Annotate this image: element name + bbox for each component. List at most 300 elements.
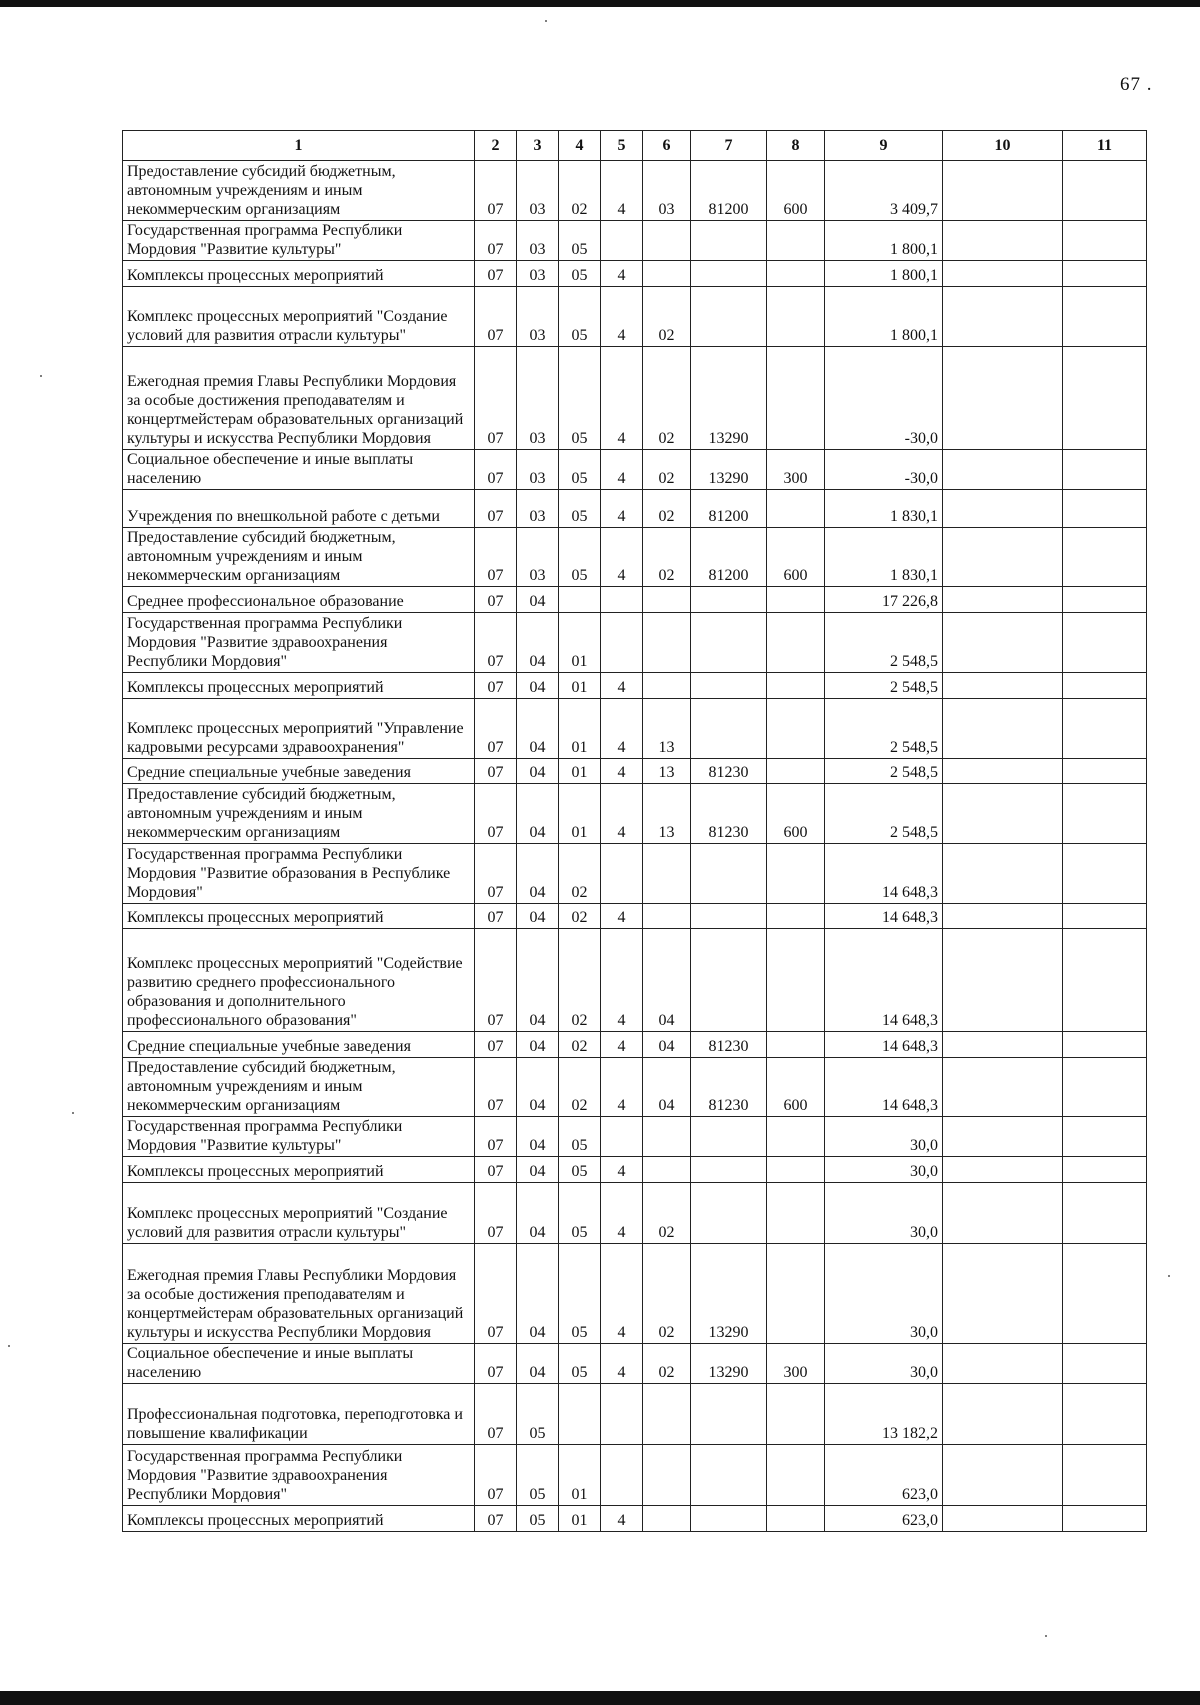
empty-cell [943, 759, 1063, 784]
code-cell: 01 [559, 1506, 601, 1532]
code-cell: 04 [517, 904, 559, 929]
code-cell: 04 [643, 1032, 691, 1058]
code-cell [767, 1117, 825, 1157]
row-name-cell: Государственная программа Республики Мордовия "Развитие культуры" [123, 221, 475, 261]
table-row [123, 161, 1147, 221]
column-header: 3 [517, 131, 559, 161]
table-row [123, 347, 1147, 450]
code-cell: 05 [559, 221, 601, 261]
table-row [123, 287, 1147, 347]
code-cell: 03 [643, 161, 691, 221]
amount-cell: 30,0 [825, 1183, 943, 1244]
empty-cell [943, 587, 1063, 613]
code-cell [691, 904, 767, 929]
table-row [123, 221, 1147, 261]
code-cell: 81200 [691, 161, 767, 221]
table-row [123, 450, 1147, 490]
code-cell: 05 [559, 490, 601, 528]
code-cell [559, 1384, 601, 1445]
code-cell [643, 261, 691, 287]
amount-cell: 1 830,1 [825, 490, 943, 528]
code-cell: 02 [643, 347, 691, 450]
empty-cell [1063, 1384, 1147, 1445]
code-cell [691, 1384, 767, 1445]
table-row [123, 1032, 1147, 1058]
code-cell [767, 261, 825, 287]
code-cell: 04 [517, 929, 559, 1032]
table-row [123, 1058, 1147, 1117]
code-cell: 04 [517, 844, 559, 904]
row-name-cell: Комплексы процессных мероприятий [123, 1157, 475, 1183]
code-cell: 01 [559, 613, 601, 673]
column-header: 9 [825, 131, 943, 161]
empty-cell [1063, 1058, 1147, 1117]
amount-cell: 623,0 [825, 1506, 943, 1532]
scan-speck [8, 1345, 10, 1347]
empty-cell [943, 1445, 1063, 1506]
table-row [123, 1384, 1147, 1445]
table-row [123, 1445, 1147, 1506]
row-name-cell: Комплексы процессных мероприятий [123, 673, 475, 699]
column-header: 11 [1063, 131, 1147, 161]
amount-cell: 17 226,8 [825, 587, 943, 613]
table-body [123, 161, 1147, 1532]
code-cell [643, 1157, 691, 1183]
code-cell: 4 [601, 1058, 643, 1117]
code-cell: 600 [767, 784, 825, 844]
code-cell: 04 [517, 1344, 559, 1384]
scan-speck [1168, 1275, 1170, 1277]
code-cell: 03 [517, 287, 559, 347]
code-cell: 04 [643, 1058, 691, 1117]
empty-cell [943, 904, 1063, 929]
code-cell: 05 [559, 450, 601, 490]
table-row [123, 844, 1147, 904]
column-header: 6 [643, 131, 691, 161]
empty-cell [1063, 1344, 1147, 1384]
scan-edge-top [0, 0, 1200, 7]
code-cell: 04 [517, 1032, 559, 1058]
amount-cell: -30,0 [825, 450, 943, 490]
amount-cell: 14 648,3 [825, 1032, 943, 1058]
code-cell [691, 1445, 767, 1506]
empty-cell [1063, 929, 1147, 1032]
code-cell: 4 [601, 161, 643, 221]
code-cell: 02 [559, 1032, 601, 1058]
column-header: 8 [767, 131, 825, 161]
code-cell: 02 [643, 450, 691, 490]
code-cell: 81230 [691, 1032, 767, 1058]
table-row [123, 587, 1147, 613]
code-cell [601, 221, 643, 261]
code-cell: 02 [643, 490, 691, 528]
amount-cell: 1 800,1 [825, 221, 943, 261]
code-cell [767, 929, 825, 1032]
code-cell: 03 [517, 161, 559, 221]
column-header: 5 [601, 131, 643, 161]
code-cell: 01 [559, 1445, 601, 1506]
code-cell: 07 [475, 490, 517, 528]
row-name-cell: Государственная программа Республики Мордовия "Развитие здравоохранения Республики Мордовия" [123, 613, 475, 673]
row-name-cell: Комплекс процессных мероприятий "Создание условий для развития отрасли культуры" [123, 287, 475, 347]
row-name-cell: Государственная программа Республики Мордовия "Развитие здравоохранения Республики Мордовия" [123, 1445, 475, 1506]
empty-cell [943, 221, 1063, 261]
code-cell: 81200 [691, 490, 767, 528]
code-cell: 05 [517, 1445, 559, 1506]
code-cell: 03 [517, 261, 559, 287]
amount-cell: 2 548,5 [825, 699, 943, 759]
code-cell: 81230 [691, 784, 767, 844]
empty-cell [1063, 613, 1147, 673]
code-cell: 07 [475, 1032, 517, 1058]
empty-cell [1063, 1244, 1147, 1344]
code-cell: 4 [601, 287, 643, 347]
code-cell [691, 1506, 767, 1532]
empty-cell [1063, 287, 1147, 347]
code-cell: 4 [601, 490, 643, 528]
empty-cell [1063, 161, 1147, 221]
code-cell [691, 1117, 767, 1157]
code-cell: 02 [643, 1244, 691, 1344]
empty-cell [943, 1032, 1063, 1058]
table-row [123, 929, 1147, 1032]
code-cell: 04 [517, 613, 559, 673]
empty-cell [1063, 490, 1147, 528]
budget-table [122, 130, 1147, 1532]
row-name-cell: Государственная программа Республики Мордовия "Развитие культуры" [123, 1117, 475, 1157]
code-cell: 05 [559, 261, 601, 287]
code-cell: 600 [767, 1058, 825, 1117]
amount-cell: 3 409,7 [825, 161, 943, 221]
code-cell: 02 [643, 1183, 691, 1244]
code-cell: 07 [475, 1183, 517, 1244]
code-cell: 4 [601, 1506, 643, 1532]
code-cell: 4 [601, 1244, 643, 1344]
code-cell: 04 [517, 1183, 559, 1244]
code-cell: 07 [475, 1344, 517, 1384]
code-cell: 13290 [691, 1244, 767, 1344]
amount-cell: 2 548,5 [825, 673, 943, 699]
code-cell: 13290 [691, 1344, 767, 1384]
amount-cell: 2 548,5 [825, 784, 943, 844]
row-name-cell: Государственная программа Республики Мордовия "Развитие образования в Республике Мордовия" [123, 844, 475, 904]
code-cell [767, 221, 825, 261]
code-cell: 01 [559, 784, 601, 844]
code-cell: 05 [559, 1344, 601, 1384]
code-cell [691, 287, 767, 347]
empty-cell [1063, 450, 1147, 490]
empty-cell [943, 1344, 1063, 1384]
table-row [123, 759, 1147, 784]
code-cell [601, 1445, 643, 1506]
code-cell [767, 1157, 825, 1183]
empty-cell [943, 699, 1063, 759]
row-name-cell: Предоставление субсидий бюджетным, автономным учреждениям и иным некоммерческим организациям [123, 161, 475, 221]
column-header: 7 [691, 131, 767, 161]
code-cell [691, 587, 767, 613]
code-cell: 04 [517, 1157, 559, 1183]
code-cell: 04 [643, 929, 691, 1032]
code-cell: 13 [643, 699, 691, 759]
code-cell: 07 [475, 450, 517, 490]
column-header: 1 [123, 131, 475, 161]
empty-cell [943, 161, 1063, 221]
code-cell: 01 [559, 699, 601, 759]
code-cell: 04 [517, 759, 559, 784]
code-cell: 4 [601, 759, 643, 784]
code-cell [643, 1384, 691, 1445]
empty-cell [1063, 1506, 1147, 1532]
code-cell: 4 [601, 1032, 643, 1058]
code-cell: 03 [517, 347, 559, 450]
code-cell: 03 [517, 528, 559, 587]
amount-cell: 14 648,3 [825, 904, 943, 929]
code-cell [601, 587, 643, 613]
amount-cell: 1 800,1 [825, 261, 943, 287]
code-cell [767, 673, 825, 699]
code-cell: 03 [517, 450, 559, 490]
code-cell [643, 587, 691, 613]
code-cell: 07 [475, 161, 517, 221]
row-name-cell: Учреждения по внешкольной работе с детьми [123, 490, 475, 528]
table-row [123, 528, 1147, 587]
scan-speck [1045, 1635, 1047, 1637]
code-cell [643, 844, 691, 904]
empty-cell [1063, 673, 1147, 699]
row-name-cell: Среднее профессиональное образование [123, 587, 475, 613]
empty-cell [943, 1506, 1063, 1532]
amount-cell: -30,0 [825, 347, 943, 450]
code-cell: 07 [475, 759, 517, 784]
page-number: 67 . [1120, 74, 1153, 95]
code-cell: 04 [517, 699, 559, 759]
code-cell: 07 [475, 1117, 517, 1157]
table-row [123, 904, 1147, 929]
empty-cell [943, 1157, 1063, 1183]
row-name-cell: Комплексы процессных мероприятий [123, 261, 475, 287]
code-cell: 02 [643, 1344, 691, 1384]
empty-cell [1063, 699, 1147, 759]
row-name-cell: Средние специальные учебные заведения [123, 759, 475, 784]
code-cell [767, 587, 825, 613]
code-cell: 600 [767, 528, 825, 587]
amount-cell: 30,0 [825, 1344, 943, 1384]
code-cell: 13290 [691, 450, 767, 490]
table-row [123, 1244, 1147, 1344]
amount-cell: 30,0 [825, 1244, 943, 1344]
code-cell: 04 [517, 1117, 559, 1157]
code-cell: 07 [475, 784, 517, 844]
empty-cell [943, 1117, 1063, 1157]
empty-cell [1063, 784, 1147, 844]
code-cell: 05 [559, 1117, 601, 1157]
code-cell [767, 1384, 825, 1445]
amount-cell: 2 548,5 [825, 759, 943, 784]
table-row [123, 261, 1147, 287]
code-cell: 4 [601, 1157, 643, 1183]
code-cell: 13 [643, 759, 691, 784]
code-cell: 600 [767, 161, 825, 221]
code-cell: 07 [475, 613, 517, 673]
row-name-cell: Предоставление субсидий бюджетным, автономным учреждениям и иным некоммерческим организациям [123, 784, 475, 844]
row-name-cell: Ежегодная премия Главы Республики Мордовия за особые достижения преподавателям и концертмейстерам образовательных организаций культуры и искусства Республики Мордовия [123, 1244, 475, 1344]
empty-cell [1063, 261, 1147, 287]
code-cell [691, 844, 767, 904]
code-cell [643, 673, 691, 699]
empty-cell [1063, 844, 1147, 904]
table-row [123, 784, 1147, 844]
empty-cell [943, 528, 1063, 587]
code-cell: 13 [643, 784, 691, 844]
amount-cell: 1 830,1 [825, 528, 943, 587]
row-name-cell: Комплекс процессных мероприятий "Содействие развитию среднего профессионального образования и дополнительного профессионального образования" [123, 929, 475, 1032]
code-cell: 4 [601, 673, 643, 699]
empty-cell [1063, 1032, 1147, 1058]
code-cell [767, 287, 825, 347]
code-cell [767, 1506, 825, 1532]
code-cell [767, 347, 825, 450]
code-cell: 04 [517, 1244, 559, 1344]
code-cell: 04 [517, 673, 559, 699]
code-cell [767, 1032, 825, 1058]
amount-cell: 14 648,3 [825, 844, 943, 904]
code-cell: 02 [643, 287, 691, 347]
table-row [123, 1117, 1147, 1157]
code-cell: 07 [475, 699, 517, 759]
empty-cell [1063, 221, 1147, 261]
code-cell: 4 [601, 261, 643, 287]
code-cell: 05 [559, 287, 601, 347]
empty-cell [943, 673, 1063, 699]
code-cell: 04 [517, 587, 559, 613]
code-cell: 07 [475, 221, 517, 261]
empty-cell [1063, 587, 1147, 613]
table-row [123, 1183, 1147, 1244]
empty-cell [1063, 347, 1147, 450]
code-cell [767, 1445, 825, 1506]
code-cell [691, 1183, 767, 1244]
code-cell: 05 [517, 1506, 559, 1532]
code-cell: 01 [559, 673, 601, 699]
code-cell: 02 [559, 161, 601, 221]
code-cell: 07 [475, 1244, 517, 1344]
column-header: 2 [475, 131, 517, 161]
code-cell [767, 844, 825, 904]
code-cell: 4 [601, 784, 643, 844]
column-header: 4 [559, 131, 601, 161]
code-cell [643, 221, 691, 261]
code-cell: 07 [475, 587, 517, 613]
code-cell [691, 673, 767, 699]
code-cell: 4 [601, 347, 643, 450]
code-cell: 81230 [691, 1058, 767, 1117]
table-row [123, 1344, 1147, 1384]
empty-cell [943, 490, 1063, 528]
table-row [123, 613, 1147, 673]
column-header: 10 [943, 131, 1063, 161]
amount-cell: 14 648,3 [825, 929, 943, 1032]
code-cell: 4 [601, 699, 643, 759]
amount-cell: 30,0 [825, 1157, 943, 1183]
code-cell: 07 [475, 1157, 517, 1183]
empty-cell [943, 784, 1063, 844]
code-cell: 07 [475, 673, 517, 699]
code-cell: 05 [559, 347, 601, 450]
amount-cell: 13 182,2 [825, 1384, 943, 1445]
amount-cell: 30,0 [825, 1117, 943, 1157]
code-cell: 81200 [691, 528, 767, 587]
code-cell [601, 1384, 643, 1445]
code-cell [601, 1117, 643, 1157]
row-name-cell: Социальное обеспечение и иные выплаты населению [123, 450, 475, 490]
code-cell: 07 [475, 1445, 517, 1506]
scan-speck [40, 375, 42, 377]
row-name-cell: Ежегодная премия Главы Республики Мордовия за особые достижения преподавателям и концертмейстерам образовательных организаций культуры и искусства Республики Мордовия [123, 347, 475, 450]
empty-cell [943, 1244, 1063, 1344]
code-cell: 05 [517, 1384, 559, 1445]
code-cell: 4 [601, 450, 643, 490]
code-cell: 4 [601, 1344, 643, 1384]
code-cell [601, 844, 643, 904]
code-cell: 05 [559, 1183, 601, 1244]
row-name-cell: Средние специальные учебные заведения [123, 1032, 475, 1058]
empty-cell [1063, 528, 1147, 587]
row-name-cell: Профессиональная подготовка, переподготовка и повышение квалификации [123, 1384, 475, 1445]
empty-cell [1063, 1157, 1147, 1183]
scan-speck [545, 20, 547, 22]
empty-cell [943, 613, 1063, 673]
code-cell [643, 1445, 691, 1506]
row-name-cell: Предоставление субсидий бюджетным, автономным учреждениям и иным некоммерческим организациям [123, 528, 475, 587]
scan-speck [72, 1112, 74, 1114]
code-cell: 07 [475, 528, 517, 587]
code-cell [767, 490, 825, 528]
code-cell [691, 699, 767, 759]
empty-cell [1063, 1183, 1147, 1244]
row-name-cell: Комплексы процессных мероприятий [123, 1506, 475, 1532]
empty-cell [943, 287, 1063, 347]
table-row [123, 1506, 1147, 1532]
row-name-cell: Социальное обеспечение и иные выплаты населению [123, 1344, 475, 1384]
code-cell: 81230 [691, 759, 767, 784]
code-cell: 04 [517, 1058, 559, 1117]
empty-cell [1063, 904, 1147, 929]
code-cell [691, 929, 767, 1032]
code-cell: 02 [559, 844, 601, 904]
empty-cell [1063, 759, 1147, 784]
empty-cell [943, 261, 1063, 287]
code-cell [601, 613, 643, 673]
code-cell: 02 [559, 1058, 601, 1117]
empty-cell [943, 347, 1063, 450]
code-cell: 4 [601, 904, 643, 929]
code-cell: 07 [475, 347, 517, 450]
amount-cell: 14 648,3 [825, 1058, 943, 1117]
code-cell: 02 [559, 904, 601, 929]
empty-cell [943, 1384, 1063, 1445]
code-cell: 02 [559, 929, 601, 1032]
row-name-cell: Комплексы процессных мероприятий [123, 904, 475, 929]
empty-cell [943, 1183, 1063, 1244]
code-cell [643, 1117, 691, 1157]
table-row [123, 673, 1147, 699]
code-cell: 02 [643, 528, 691, 587]
amount-cell: 623,0 [825, 1445, 943, 1506]
code-cell [691, 1157, 767, 1183]
column-number-header [123, 131, 1147, 161]
empty-cell [943, 844, 1063, 904]
empty-cell [943, 929, 1063, 1032]
